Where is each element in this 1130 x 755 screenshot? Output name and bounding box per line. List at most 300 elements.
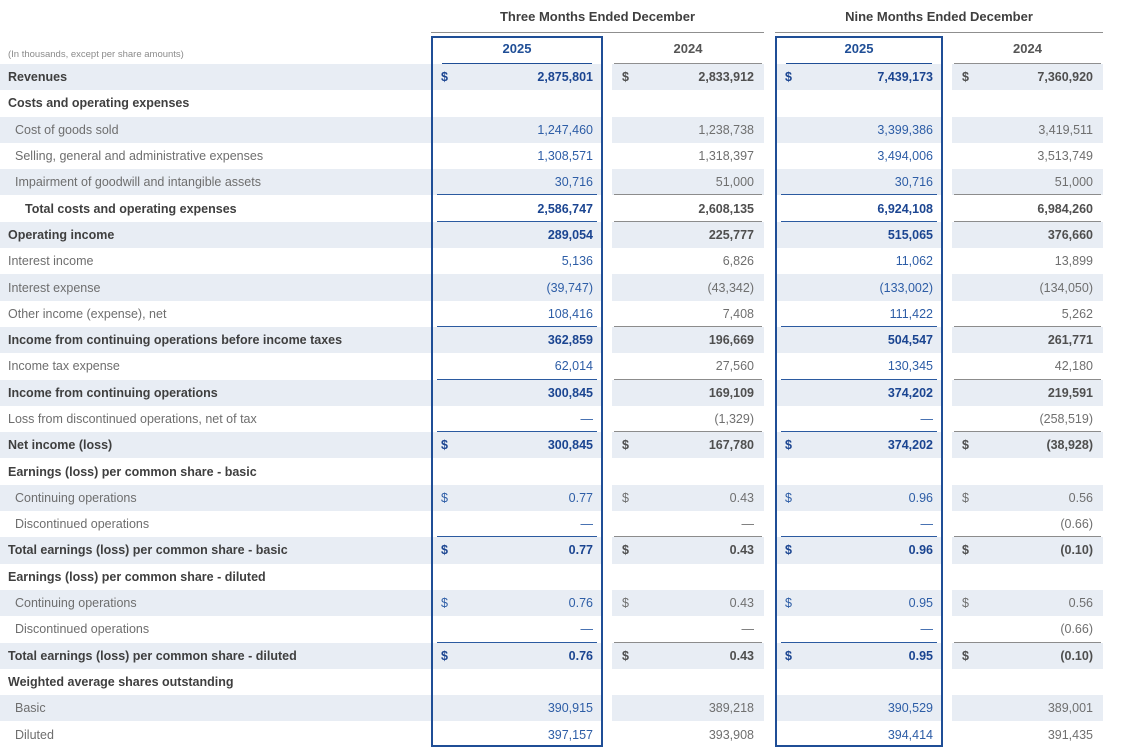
value-text: 2,608,135 [698,201,754,216]
value-cell [775,590,943,616]
value-cell [775,643,943,669]
value-text: 0.76 [568,596,593,611]
column-gap [764,485,775,511]
table-row [0,327,1130,353]
value-text: 0.43 [729,543,754,558]
dollar-sign: $ [622,490,629,505]
value-cell [775,695,943,721]
column-gap [943,195,952,221]
column-gap [764,616,775,642]
value-cell [775,458,943,484]
column-gap [943,169,952,195]
table-row [0,537,1130,563]
column-gap [603,301,612,327]
value-cell [612,485,764,511]
column-gap [603,590,612,616]
column-gap [943,143,952,169]
table-row [0,485,1130,511]
value-text: 11,062 [895,254,933,269]
value-cell [612,301,764,327]
value-cell [952,169,1103,195]
table-row [0,432,1130,458]
value-cell [775,406,943,432]
value-cell [431,301,603,327]
value-cell [612,195,764,221]
column-gap [603,721,612,747]
value-text: (39,747) [546,280,593,295]
column-gap [603,511,612,537]
value-text: (133,002) [879,280,933,295]
table-row [0,643,1130,669]
value-text: 0.96 [908,490,933,505]
column-gap [764,537,775,563]
column-gap [603,327,612,353]
dollar-sign: $ [622,70,629,85]
column-gap [943,590,952,616]
column-gap [764,721,775,747]
value-cell [952,90,1103,116]
column-gap [764,195,775,221]
row-label: Net income (loss) [0,432,431,458]
column-gap [764,643,775,669]
value-cell [612,222,764,248]
table-row [0,564,1130,590]
value-cell [775,537,943,563]
column-gap [943,669,952,695]
column-gap [764,432,775,458]
value-text: 504,547 [887,333,933,348]
value-text: (0.10) [1060,648,1093,663]
value-text: 130,345 [887,359,933,374]
value-cell [952,406,1103,432]
dollar-sign: $ [441,543,448,558]
dollar-sign: $ [962,438,969,453]
dollar-sign: $ [785,596,792,611]
column-gap [764,222,775,248]
table-row [0,90,1130,116]
value-text: 169,109 [708,385,754,400]
value-cell [612,248,764,274]
value-text: 0.43 [729,596,754,611]
dollar-sign: $ [622,648,629,663]
dollar-sign: $ [962,70,969,85]
row-label: Costs and operating expenses [8,96,190,111]
row-label: Earnings (loss) per common share - basic [8,464,257,479]
column-gap [764,90,775,116]
table-row [0,721,1130,747]
value-text: (38,928) [1046,438,1093,453]
column-gap [764,64,775,90]
column-gap [603,222,612,248]
value-text: (1,329) [714,412,754,426]
column-gap [943,721,952,747]
value-cell [431,537,603,563]
value-text: (258,519) [1039,412,1093,426]
column-gap [603,485,612,511]
column-gap [603,169,612,195]
value-text: 0.95 [908,596,933,611]
row-label: Income tax expense [8,359,120,374]
value-cell [775,380,943,406]
value-cell [612,90,764,116]
value-text: 0.43 [729,648,754,663]
value-text: 389,218 [708,701,754,716]
value-cell [775,90,943,116]
column-gap [603,458,612,484]
value-cell [431,485,603,511]
table-row [0,406,1130,432]
value-cell [952,301,1103,327]
value-text: 111,422 [889,306,933,321]
value-cell [952,248,1103,274]
column-gap [764,590,775,616]
value-text: 362,859 [547,333,593,348]
value-cell [952,64,1103,90]
column-gap [764,169,775,195]
row-label: Continuing operations [0,485,431,511]
value-cell [612,721,764,747]
table-row [0,274,1130,300]
column-gap [764,248,775,274]
value-cell [431,406,603,432]
value-cell [431,274,603,300]
value-cell [612,432,764,458]
value-text: 3,419,511 [1038,122,1093,137]
value-cell [952,353,1103,379]
value-text: — [741,517,754,532]
year-header-row [0,33,1130,64]
row-label: Loss from discontinued operations, net of tax [8,412,257,426]
value-cell [952,380,1103,406]
value-cell [431,64,603,90]
column-gap [943,695,952,721]
table-row [0,169,1130,195]
value-cell [775,301,943,327]
row-label: Interest expense [0,274,431,300]
value-text: 6,984,260 [1037,201,1093,216]
value-text: 225,777 [708,227,754,242]
value-text: 2,875,801 [537,70,593,85]
value-text: — [741,622,754,637]
column-gap [764,458,775,484]
value-text: 108,416 [547,306,593,321]
period-header-label: Three Months Ended December [499,8,696,24]
column-gap [764,380,775,406]
column-gap [764,274,775,300]
value-text: 27,560 [715,359,754,374]
column-gap [603,90,612,116]
period-header-three-months [431,0,764,33]
value-cell [775,353,943,379]
column-gap [764,301,775,327]
value-cell [431,695,603,721]
value-cell [431,616,603,642]
column-gap [943,327,952,353]
year-header-2025: 2025 [775,33,943,64]
row-label: Other income (expense), net [8,306,167,321]
value-text: — [580,517,593,532]
column-gap [943,248,952,274]
column-gap [943,117,952,143]
value-text: — [920,517,933,532]
period-header-label: Nine Months Ended December [845,8,1033,24]
value-text: 0.56 [1068,490,1093,505]
value-cell [612,169,764,195]
column-gap [943,643,952,669]
row-label: Total earnings (loss) per common share - diluted [0,643,431,669]
dollar-sign: $ [785,543,792,558]
value-cell [952,327,1103,353]
value-text: 374,202 [887,385,933,400]
value-cell [431,143,603,169]
value-cell [431,90,603,116]
value-cell [952,721,1103,747]
value-text: 300,845 [547,438,593,453]
value-cell [775,143,943,169]
column-gap [943,564,952,590]
value-cell [952,643,1103,669]
value-cell [775,327,943,353]
value-cell [431,380,603,406]
value-text: — [580,412,593,426]
column-gap [764,511,775,537]
dollar-sign: $ [441,596,448,611]
column-gap [943,616,952,642]
value-text: 394,414 [887,727,933,742]
value-cell [775,432,943,458]
value-text: 7,408 [722,306,754,321]
value-cell [952,564,1103,590]
table-row [0,143,1130,169]
column-gap [603,117,612,143]
value-cell [431,590,603,616]
table-row [0,458,1130,484]
value-text: 62,014 [554,359,593,374]
value-cell [431,248,603,274]
value-text: 1,308,571 [537,149,593,164]
value-text: (0.10) [1060,543,1093,558]
value-text: 1,247,460 [537,122,593,137]
row-label: Impairment of goodwill and intangible assets [0,169,431,195]
row-label: Diluted [15,727,54,742]
value-text: — [580,622,593,637]
value-cell [431,721,603,747]
value-cell [612,537,764,563]
value-cell [612,511,764,537]
value-cell [431,117,603,143]
column-gap [764,564,775,590]
dollar-sign: $ [785,648,792,663]
table-row [0,380,1130,406]
value-text: (43,342) [707,280,754,295]
column-gap [603,616,612,642]
value-cell [612,380,764,406]
value-cell [775,669,943,695]
value-text: 1,318,397 [698,149,754,164]
value-cell [775,248,943,274]
value-text: 219,591 [1047,385,1093,400]
column-gap [603,669,612,695]
column-gap [943,458,952,484]
value-cell [952,537,1103,563]
value-cell [431,169,603,195]
dollar-sign: $ [441,648,448,663]
table-row [0,64,1130,90]
value-text: 393,908 [708,727,754,742]
dollar-sign: $ [785,438,792,453]
column-gap [603,432,612,458]
value-cell [952,616,1103,642]
year-header-2024: 2024 [952,33,1103,64]
value-cell [612,64,764,90]
value-text: 51,000 [1054,175,1093,190]
column-gap [603,564,612,590]
column-gap [764,143,775,169]
table-row [0,353,1130,379]
year-header-2025: 2025 [431,33,603,64]
column-gap [603,143,612,169]
table-row [0,117,1130,143]
row-label: Basic [0,695,431,721]
value-cell [612,406,764,432]
column-gap [603,64,612,90]
column-gap [603,537,612,563]
row-label: Selling, general and administrative expenses [15,149,264,164]
column-gap [943,537,952,563]
value-cell [612,353,764,379]
dollar-sign: $ [785,70,792,85]
value-cell [612,643,764,669]
value-cell [431,327,603,353]
value-text: 390,529 [887,701,933,716]
column-gap [943,301,952,327]
row-label: Earnings (loss) per common share - diluted [8,569,266,584]
year-header-2024: 2024 [612,33,764,64]
dollar-sign: $ [962,490,969,505]
value-text: 2,833,912 [698,70,754,85]
value-cell [952,590,1103,616]
value-text: 0.43 [729,490,754,505]
value-text: 6,826 [722,254,754,269]
column-gap [943,485,952,511]
value-cell [612,274,764,300]
value-cell [612,590,764,616]
column-gap [603,695,612,721]
row-label: Discontinued operations [15,622,150,637]
dollar-sign: $ [785,490,792,505]
table-row [0,616,1130,642]
value-cell [952,485,1103,511]
column-gap [603,353,612,379]
value-cell [431,669,603,695]
value-text: — [920,622,933,637]
column-gap [943,274,952,300]
value-cell [952,274,1103,300]
value-text: 289,054 [547,227,593,242]
value-text: 0.95 [908,648,933,663]
value-cell [775,616,943,642]
table-row [0,669,1130,695]
row-label: Cost of goods sold [0,117,431,143]
value-cell [612,616,764,642]
value-cell [612,458,764,484]
value-cell [612,327,764,353]
value-text: 391,435 [1047,727,1093,742]
table-body [0,64,1130,748]
column-gap [943,511,952,537]
value-cell [775,564,943,590]
dollar-sign: $ [622,543,629,558]
table-row [0,195,1130,221]
table-row [0,511,1130,537]
value-cell [431,195,603,221]
value-cell [431,458,603,484]
value-text: 0.96 [908,543,933,558]
value-text: 389,001 [1047,701,1093,716]
value-text: 374,202 [887,438,933,453]
column-gap [764,669,775,695]
value-text: 7,439,173 [877,70,933,85]
value-text: 300,845 [547,385,593,400]
column-gap [603,274,612,300]
value-text: 167,780 [708,438,754,453]
value-cell [431,511,603,537]
column-gap [764,327,775,353]
table-row [0,590,1130,616]
column-gap [943,432,952,458]
table-row [0,222,1130,248]
value-text: 42,180 [1054,359,1093,374]
row-label: Interest income [8,254,94,269]
value-text: 3,494,006 [877,149,933,164]
column-gap [603,195,612,221]
table-row [0,248,1130,274]
value-cell [775,117,943,143]
value-cell [952,458,1103,484]
row-label: Total costs and operating expenses [25,201,237,216]
value-text: 2,586,747 [537,201,593,216]
dollar-sign: $ [622,438,629,453]
value-cell [775,195,943,221]
column-gap [943,406,952,432]
units-note: (In thousands, except per share amounts) [8,49,184,60]
value-text: 261,771 [1047,333,1093,348]
dollar-sign: $ [441,490,448,505]
column-gap [603,248,612,274]
value-cell [431,564,603,590]
value-text: 13,899 [1054,254,1093,269]
column-gap [943,353,952,379]
value-text: (0.66) [1060,622,1093,637]
value-cell [952,511,1103,537]
value-cell [431,222,603,248]
row-label: Income from continuing operations before income taxes [0,327,431,353]
column-gap [943,222,952,248]
column-gap [943,64,952,90]
value-text: 5,262 [1061,306,1093,321]
value-cell [952,195,1103,221]
row-label: Continuing operations [0,590,431,616]
column-gap [603,380,612,406]
value-cell [612,117,764,143]
value-text: 7,360,920 [1037,70,1093,85]
dollar-sign: $ [962,648,969,663]
value-text: 515,065 [887,227,933,242]
value-cell [952,432,1103,458]
table-row [0,695,1130,721]
column-gap [764,406,775,432]
value-cell [775,274,943,300]
